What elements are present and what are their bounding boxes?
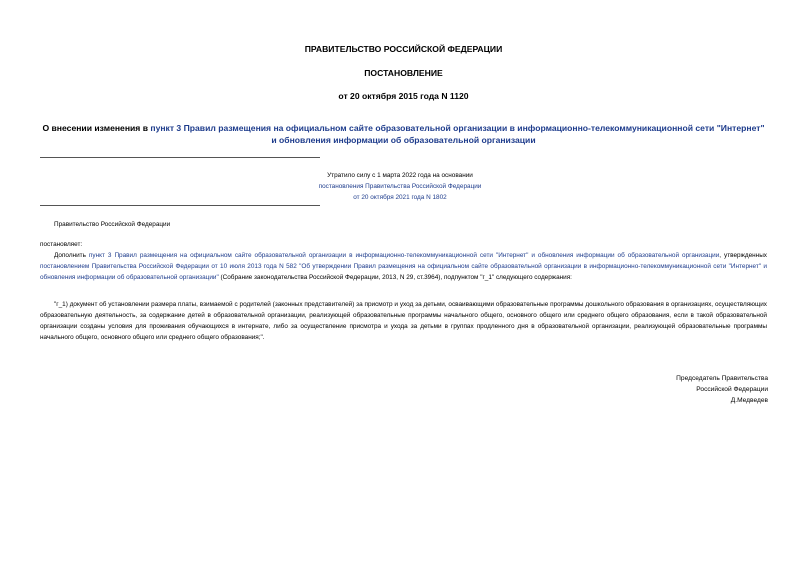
title-link-rules-clause[interactable]: пункт 3 Правил размещения на официальном сайте образовательной организации в информационно-телекоммуникационной сети "Интернет" и обновления информации об образовательной организации [150,123,765,145]
signature-position-line2: Российской Федерации [696,386,768,393]
amendment-link-rules-clause[interactable]: пункт 3 Правил размещения на официальном сайте образовательной организации в информационно-телекоммуникационной сети "Интернет" и обновления информации об образовательной организации [88,252,720,259]
signature-name: Д.Медведев [730,397,768,404]
expired-note-link-decree[interactable]: постановления Правительства Российской Федерации [318,183,482,190]
expired-note-link-date[interactable]: от 20 октября 2021 года N 1802 [353,194,447,201]
divider-bottom [40,205,320,206]
expired-note-line: Утратило силу с 1 марта 2022 года на основании [327,172,473,179]
government-heading: ПРАВИТЕЛЬСТВО РОССИЙСКОЙ ФЕДЕРАЦИИ [304,44,503,54]
divider-top [40,157,320,158]
government-line: Правительство Российской Федерации [54,221,171,228]
signature-block [600,373,768,406]
amendment-suffix: (Собрание законодательства Российской Федерации, 2013, N 29, ст.3964), подпунктом "г_1" следующего содержания: [218,274,572,281]
title-prefix: О внесении изменения в [42,123,151,133]
amendment-link-decree-582[interactable]: постановлением Правительства Российской Федерации от 10 июля 2013 года N 582 "Об утверждении Правил размещения на официальном сайте образовательной организации в информационно-телекоммуникационной сети "Интернет" и обновления информации об образовательной организации" [40,263,767,281]
decree-word: постановляет: [40,241,83,248]
amendment-mid: , утвержденных [719,252,767,259]
signature-position-line1: Председатель Правительства [676,375,768,382]
expired-note [290,170,510,203]
amendment-paragraph [40,250,767,283]
document-date-number: от 20 октября 2015 года N 1120 [338,91,469,101]
document-type-heading: ПОСТАНОВЛЕНИЕ [364,68,443,78]
amendment-prefix: Дополнить [54,252,89,259]
new-subclause-text: "г_1) документ об установлении размера платы, взимаемой с родителей (законных представителей) за присмотр и уход за детьми, осваивающими образовательные программы дошкольного образования в организациях, осуществляющих образовательную деятельность, за содержание детей в образовательной организации, реализующей образовательные программы начального общего, основного общего или среднего общего образования, если в такой образовательной организации созданы условия для проживания обучающихся в интернате, либо за осуществление присмотра и ухода за детьми в группах продленного дня в образовательной организации, реализующей образовательные программы начального общего, основного общего или среднего общего образования;". [40,301,767,341]
document-title [40,122,767,146]
